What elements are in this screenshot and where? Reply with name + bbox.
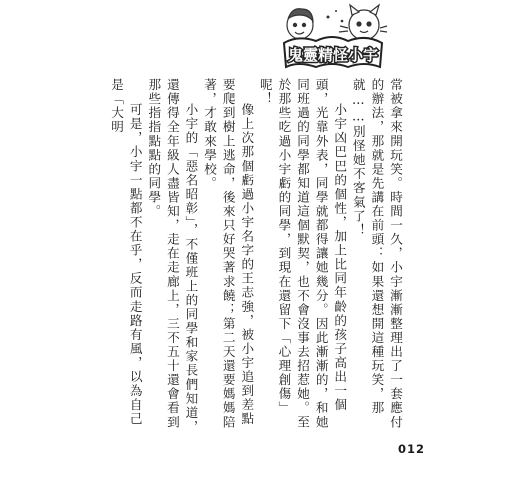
paragraph-2: 小宇凶巴巴的個性，加上比同年齡的孩子高出一個頭，光靠外表，同學就都得讓她幾分。因此漸漸的，和她同班過的同學都知道這個默契，也不會沒事去招惹她。至於那些吃過小宇虧的同學，到現在還留下「心理創傷」呢！ <box>257 78 348 430</box>
logo-title: 鬼靈精怪小宇 <box>287 46 379 64</box>
paragraph-1: 常被拿來開玩笑。時間一久，小宇漸漸整理出了一套應付的辦法，那就是先講在前頭：如果還想開這種玩笑，那就……別怪她不客氣了！ <box>350 78 403 430</box>
page-number: 012 <box>398 442 426 456</box>
series-logo <box>278 3 388 77</box>
paragraph-5: 可是，小宇一點都不在乎，反而走路有風，以為自己是「大明 <box>109 78 143 427</box>
main-text-column <box>109 78 404 438</box>
paragraph-3: 像上次那個虧過小宇名字的王志強，被小宇追到差點要爬到樹上逃命，後來只好哭著求饒；第二天還要媽媽陪著，才敢來學校。 <box>202 78 255 430</box>
cartoon-characters-logo-icon <box>278 3 388 77</box>
paragraph-4: 小宇的「惡名昭彰」，不僅班上的同學和家長們知道，還傳得全年級人盡皆知，走在走廊上，三不五十還會看到那些指指點點的同學。 <box>146 78 199 435</box>
